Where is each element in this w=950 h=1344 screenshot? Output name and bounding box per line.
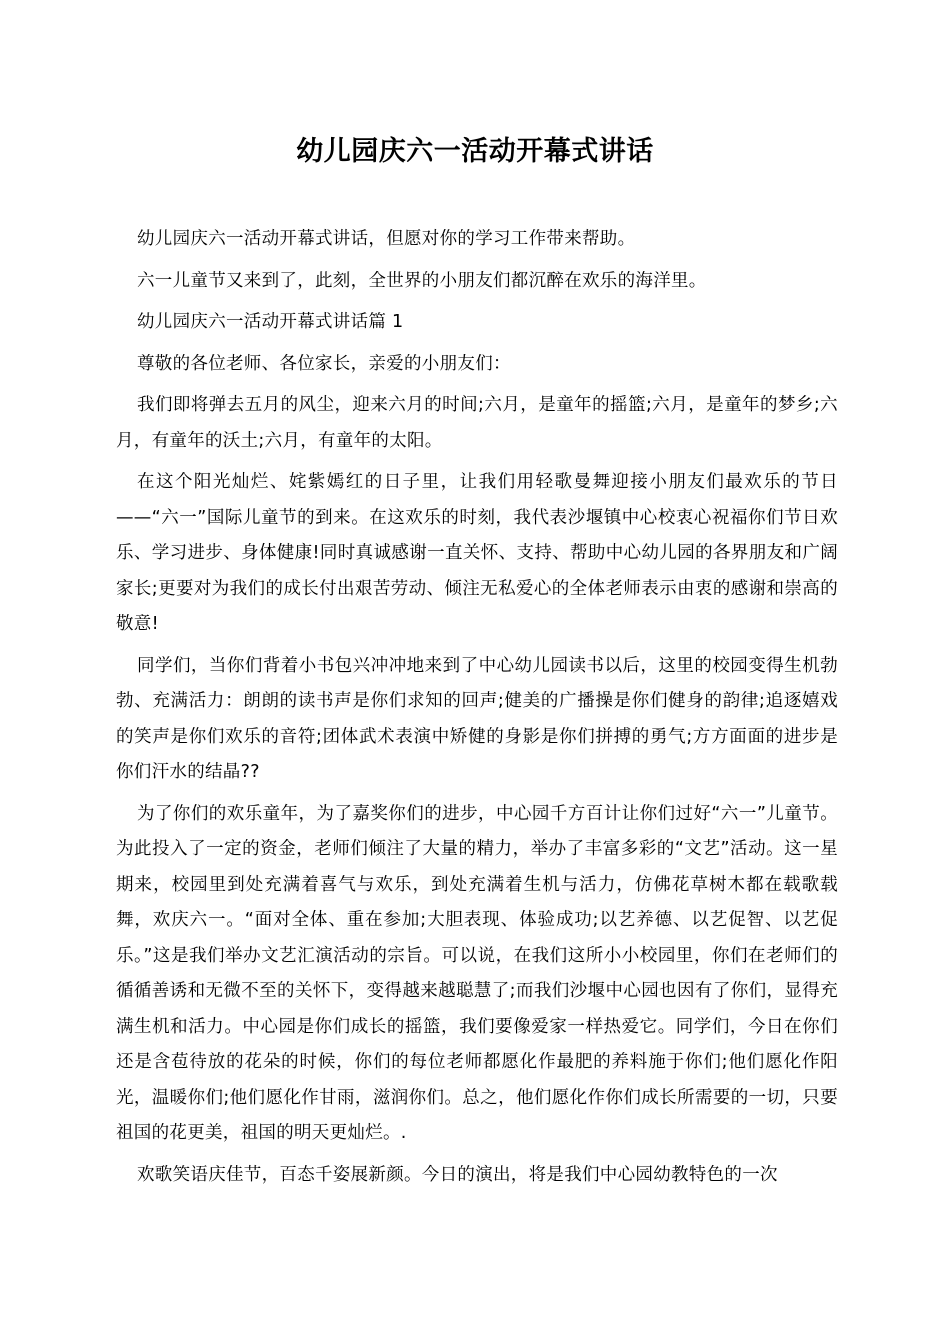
paragraph-june: 我们即将弹去五月的风尘，迎来六月的时间;六月，是童年的摇篮;六月，是童年的梦乡;六月，有童年的沃土;六月，有童年的太阳。: [116, 395, 838, 451]
paragraph-section-heading: 幼儿园庆六一活动开幕式讲话篇 1: [137, 312, 404, 332]
paragraph-opening: 六一儿童节又来到了，此刻，全世界的小朋友们都沉醉在欢乐的海洋里。: [137, 270, 707, 291]
paragraph-intro: 幼儿园庆六一活动开幕式讲话，但愿对你的学习工作带来帮助。: [137, 229, 636, 249]
document-title: 幼儿园庆六一活动开幕式讲话: [296, 136, 654, 167]
document-body: [116, 222, 838, 1199]
paragraph-students: 同学们，当你们背着小书包兴冲冲地来到了中心幼儿园读书以后，这里的校园变得生机勃勃、充满活力：朗朗的读书声是你们求知的回声;健美的广播操是你们健身的韵律;追逐嬉戏的笑声是你们欢乐的音符;团体武术表演中矫健的身影是你们拼搏的勇气;方方面面的进步是你们汗水的结晶??: [116, 655, 838, 782]
paragraph-childhood: 为了你们的欢乐童年，为了嘉奖你们的进步，中心园千方百计让你们过好“六一”儿童节。为此投入了一定的资金，老师们倾注了大量的精力，举办了丰富多彩的“文艺”活动。这一星期来，校园里到处充满着喜气与欢乐，到处充满着生机与活力，仿佛花草树木都在载歌载舞，欢庆六一。“面对全体、重在参加;大胆表现、体验成功;以艺养德、以艺促智、以艺促乐。”这是我们举办文艺汇演活动的宗旨。可以说，在我们这所小小校园里，你们在老师们的循循善诱和无微不至的关怀下，变得越来越聪慧了;而我们沙堰中心园也因有了你们，显得充满生机和活力。中心园是你们成长的摇篮，我们要像爱家一样热爱它。同学们，今日在你们还是含苞待放的花朵的时候，你们的每位老师都愿化作最肥的养料施于你们;他们愿化作阳光，温暖你们;他们愿化作甘雨，滋润你们。总之，他们愿化作你们成长所需要的一切，只要祖国的花更美，祖国的明天更灿烂。.: [116, 803, 838, 1143]
paragraph-greeting: 在这个阳光灿烂、姹紫嫣红的日子里，让我们用轻歌曼舞迎接小朋友们最欢乐的节日——“六一”国际儿童节的到来。在这欢乐的时刻，我代表沙堰镇中心校衷心祝福你们节日欢乐、学习进步、身体健康!同时真诚感谢一直关怀、支持、帮助中心幼儿园的各界朋友和广阔家长;更要对为我们的成长付出艰苦劳动、倾注无私爱心的全体老师表示由衷的感谢和崇高的敬意!: [116, 472, 838, 634]
paragraph-closing: 欢歌笑语庆佳节，百态千姿展新颜。今日的演出，将是我们中心园幼教特色的一次: [137, 1164, 778, 1185]
paragraph-salutation: 尊敬的各位老师、各位家长，亲爱的小朋友们：: [137, 353, 511, 374]
